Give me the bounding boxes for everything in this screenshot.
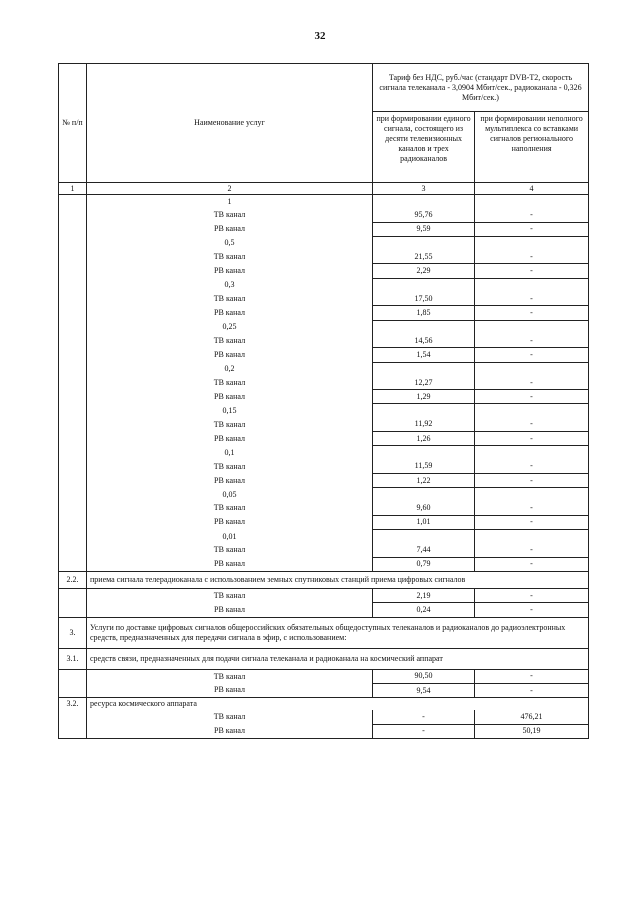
- row-num: [59, 502, 87, 516]
- row-num: [59, 446, 87, 460]
- section-3-num: 3.: [59, 617, 87, 648]
- row-value-col4: -: [475, 683, 589, 697]
- column-numbers-row: [59, 183, 589, 195]
- header-col-num: № п/п: [59, 64, 87, 183]
- table-row: [59, 683, 589, 697]
- row-value-col3: [373, 446, 475, 460]
- row-value-col3: 95,76: [373, 208, 475, 222]
- row-name: РВ канал: [87, 222, 373, 236]
- row-name: 0,05: [87, 488, 373, 502]
- section-3-row: [59, 617, 589, 648]
- table-row: [59, 515, 589, 529]
- row-num: [59, 208, 87, 222]
- row-value-col4: -: [475, 390, 589, 404]
- column-number-4: 4: [475, 183, 589, 195]
- row-value-col3: 90,50: [373, 669, 475, 683]
- row-num: [59, 515, 87, 529]
- table-row: [59, 603, 589, 617]
- table-row: [59, 724, 589, 738]
- row-value-col4: -: [475, 543, 589, 557]
- row-name: ТВ канал: [87, 376, 373, 390]
- table-header-row: [59, 64, 589, 183]
- row-name: РВ канал: [87, 683, 373, 697]
- row-value-col4: -: [475, 264, 589, 278]
- table-row: [59, 530, 589, 544]
- row-value-col3: 12,27: [373, 376, 475, 390]
- row-name: РВ канал: [87, 306, 373, 320]
- section-3-2-text: ресурса космического аппарата: [87, 698, 589, 711]
- row-name: ТВ канал: [87, 418, 373, 432]
- row-value-col3: 1,29: [373, 390, 475, 404]
- row-value-col3: 1,22: [373, 473, 475, 487]
- row-num: [59, 278, 87, 292]
- row-num: [59, 195, 87, 209]
- section-2-2-row: [59, 572, 589, 589]
- row-value-col4: [475, 278, 589, 292]
- header-tariff-title: Тариф без НДС, руб./час (стандарт DVB-T2, скорость сигнала телеканала - 3,0904 Мбит/сек., радиоканала - 0,326 Мбит/сек.): [373, 65, 588, 112]
- table-row: [59, 362, 589, 376]
- row-value-col4: -: [475, 557, 589, 571]
- row-name: 0,2: [87, 362, 373, 376]
- row-name: РВ канал: [87, 603, 373, 617]
- section-3-2-row: [59, 698, 589, 711]
- row-value-col3: [373, 278, 475, 292]
- row-value-col3: 9,54: [373, 683, 475, 697]
- table-row: [59, 208, 589, 222]
- row-num: [59, 236, 87, 250]
- table-row: [59, 543, 589, 557]
- row-name: РВ канал: [87, 557, 373, 571]
- table-row: [59, 669, 589, 683]
- row-name: РВ канал: [87, 348, 373, 362]
- row-value-col4: [475, 488, 589, 502]
- row-value-col3: 2,19: [373, 589, 475, 603]
- row-name: ТВ канал: [87, 292, 373, 306]
- row-value-col4: -: [475, 208, 589, 222]
- section-2-2-num: 2.2.: [59, 572, 87, 589]
- row-value-col4: -: [475, 250, 589, 264]
- row-value-col3: -: [373, 724, 475, 738]
- row-name: 0,01: [87, 530, 373, 544]
- row-value-col3: [373, 530, 475, 544]
- table-row: [59, 589, 589, 603]
- row-num: [59, 404, 87, 418]
- column-number-3: 3: [373, 183, 475, 195]
- row-value-col4: [475, 446, 589, 460]
- row-value-col4: -: [475, 292, 589, 306]
- table-row: [59, 446, 589, 460]
- row-name: ТВ канал: [87, 460, 373, 474]
- row-value-col4: -: [475, 502, 589, 516]
- row-name: ТВ канал: [87, 589, 373, 603]
- table-row: [59, 710, 589, 724]
- row-name: РВ канал: [87, 473, 373, 487]
- row-name: 0,5: [87, 236, 373, 250]
- header-tariff-cell: [373, 64, 589, 183]
- row-value-col3: 2,29: [373, 264, 475, 278]
- row-num: [59, 473, 87, 487]
- row-num: [59, 488, 87, 502]
- row-num: [59, 376, 87, 390]
- table-row: [59, 236, 589, 250]
- row-value-col4: 50,19: [475, 724, 589, 738]
- row-value-col4: [475, 404, 589, 418]
- row-name: ТВ канал: [87, 250, 373, 264]
- section-3-1-text: средств связи, предназначенных для подачи сигнала телеканала и радиоканала на космический аппарат: [87, 648, 589, 669]
- header-col3-sub: при формировании единого сигнала, состоящего из десяти телевизионных каналов и трех радиоканалов: [373, 112, 475, 182]
- row-value-col3: [373, 404, 475, 418]
- row-name: ТВ канал: [87, 669, 373, 683]
- row-name: РВ канал: [87, 390, 373, 404]
- row-value-col3: 1,01: [373, 515, 475, 529]
- table-row: [59, 460, 589, 474]
- table-row: [59, 195, 589, 209]
- row-num: [59, 320, 87, 334]
- table-row: [59, 264, 589, 278]
- row-value-col3: [373, 488, 475, 502]
- row-value-col3: 1,54: [373, 348, 475, 362]
- row-value-col3: 11,92: [373, 418, 475, 432]
- tariff-table-container: [58, 63, 588, 739]
- row-num: [59, 390, 87, 404]
- row-value-col3: 9,59: [373, 222, 475, 236]
- row-num: [59, 362, 87, 376]
- table-row: [59, 557, 589, 571]
- row-value-col4: [475, 195, 589, 209]
- row-value-col4: -: [475, 432, 589, 446]
- row-num: [59, 432, 87, 446]
- row-value-col4: [475, 530, 589, 544]
- table-row: [59, 488, 589, 502]
- header-col4-sub: при формировании неполного мультиплекса со вставками сигналов регионального наполнения: [480, 113, 583, 153]
- table-row: [59, 418, 589, 432]
- row-value-col3: 11,59: [373, 460, 475, 474]
- row-value-col4: [475, 362, 589, 376]
- row-value-col4: -: [475, 334, 589, 348]
- row-name: ТВ канал: [87, 334, 373, 348]
- table-row: [59, 473, 589, 487]
- row-value-col3: 21,55: [373, 250, 475, 264]
- row-name: РВ канал: [87, 432, 373, 446]
- row-value-col3: 1,85: [373, 306, 475, 320]
- row-value-col4: -: [475, 515, 589, 529]
- row-value-col4: -: [475, 589, 589, 603]
- row-name: 0,3: [87, 278, 373, 292]
- row-value-col3: [373, 236, 475, 250]
- row-num: [59, 418, 87, 432]
- row-name: ТВ канал: [87, 710, 373, 724]
- row-num: [59, 222, 87, 236]
- table-row: [59, 250, 589, 264]
- row-num: [59, 306, 87, 320]
- row-value-col3: [373, 320, 475, 334]
- row-name: РВ канал: [87, 724, 373, 738]
- row-name: РВ канал: [87, 264, 373, 278]
- row-num: [59, 250, 87, 264]
- row-num: [59, 264, 87, 278]
- table-row: [59, 306, 589, 320]
- table-row: [59, 334, 589, 348]
- row-value-col4: -: [475, 473, 589, 487]
- table-row: [59, 390, 589, 404]
- row-num: [59, 460, 87, 474]
- section-3-text: Услуги по доставке цифровых сигналов общероссийских обязательных общедоступных телеканалов и радиоканалов до радиоэлектронных средств, предназначенных для передачи сигнала в эфир, с использованием:: [87, 617, 589, 648]
- row-value-col3: 0,79: [373, 557, 475, 571]
- row-value-col4: -: [475, 418, 589, 432]
- table-row: [59, 348, 589, 362]
- row-value-col4: -: [475, 348, 589, 362]
- row-value-col3: 14,56: [373, 334, 475, 348]
- table-row: [59, 278, 589, 292]
- row-value-col4: -: [475, 603, 589, 617]
- main-rows: [59, 195, 589, 572]
- row-name: ТВ канал: [87, 208, 373, 222]
- table-row: [59, 376, 589, 390]
- row-value-col4: [475, 236, 589, 250]
- table-row: [59, 404, 589, 418]
- row-num: [59, 348, 87, 362]
- column-number-2: 2: [87, 183, 373, 195]
- row-value-col3: -: [373, 710, 475, 724]
- header-col-name: Наименование услуг: [87, 64, 373, 183]
- row-value-col3: [373, 362, 475, 376]
- row-name: ТВ канал: [87, 543, 373, 557]
- row-name: ТВ канал: [87, 502, 373, 516]
- row-value-col4: -: [475, 306, 589, 320]
- row-name: 0,1: [87, 446, 373, 460]
- section-3-1-num: 3.1.: [59, 648, 87, 669]
- row-value-col3: 7,44: [373, 543, 475, 557]
- row-value-col4: -: [475, 222, 589, 236]
- table-row: [59, 292, 589, 306]
- row-num: [59, 557, 87, 571]
- row-value-col4: [475, 320, 589, 334]
- table-row: [59, 222, 589, 236]
- row-num: [59, 530, 87, 544]
- column-number-1: 1: [59, 183, 87, 195]
- row-name: 1: [87, 195, 373, 209]
- section-2-2-text: приема сигнала телерадиоканала с использованием земных спутниковых станций приема цифровых сигналов: [87, 572, 589, 589]
- row-value-col4: -: [475, 460, 589, 474]
- row-value-col3: 9,60: [373, 502, 475, 516]
- row-name: 0,25: [87, 320, 373, 334]
- table-row: [59, 502, 589, 516]
- row-value-col3: 1,26: [373, 432, 475, 446]
- row-name: РВ канал: [87, 515, 373, 529]
- section-3-1-row: [59, 648, 589, 669]
- table-row: [59, 432, 589, 446]
- row-value-col3: 0,24: [373, 603, 475, 617]
- row-value-col4: -: [475, 376, 589, 390]
- row-num: [59, 543, 87, 557]
- row-num: [59, 292, 87, 306]
- table-row: [59, 320, 589, 334]
- row-value-col3: 17,50: [373, 292, 475, 306]
- row-value-col4: 476,21: [475, 710, 589, 724]
- row-value-col4: -: [475, 669, 589, 683]
- row-num: [59, 334, 87, 348]
- row-name: 0,15: [87, 404, 373, 418]
- tariff-table: [58, 63, 589, 739]
- section-3-2-num: 3.2.: [59, 698, 87, 711]
- row-value-col3: [373, 195, 475, 209]
- page-number: 32: [314, 30, 326, 42]
